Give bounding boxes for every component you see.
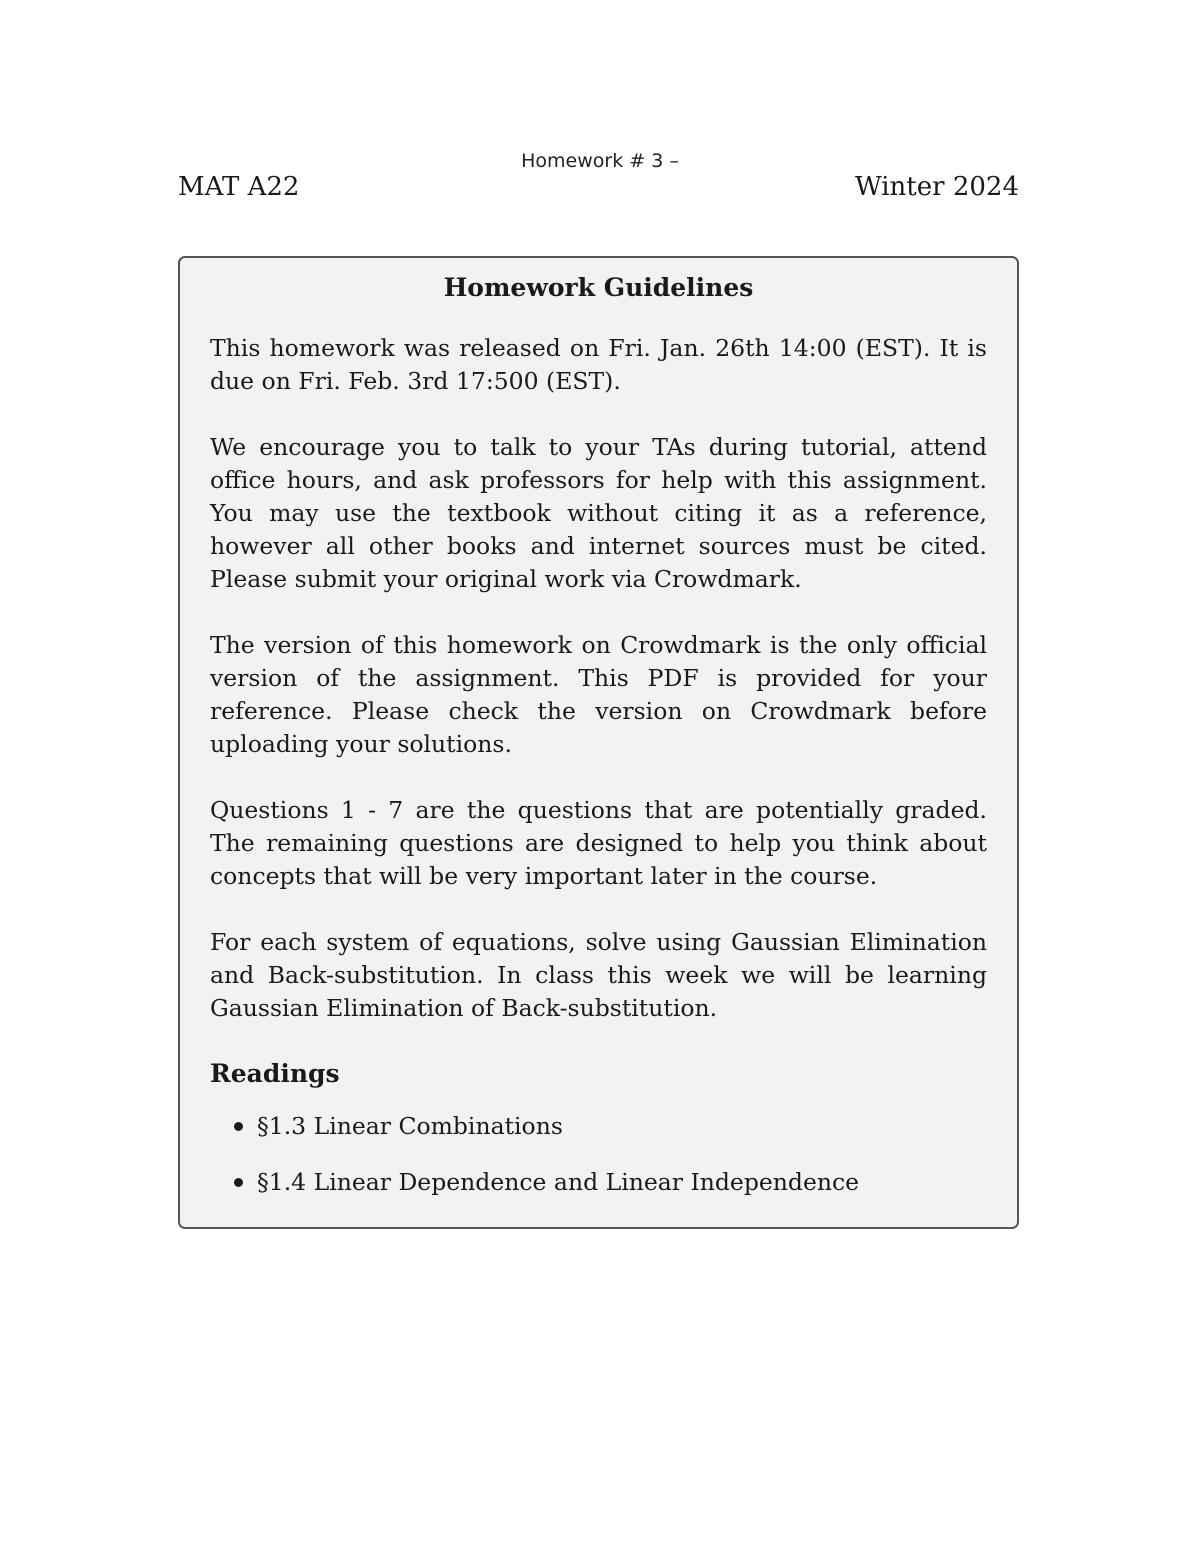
bullet-icon <box>234 1178 243 1187</box>
official-version-paragraph: The version of this homework on Crowdmark is the only official version of the assignment. This PDF is provided for your reference. Please check the version on Crowdmark before uploading your solutions. <box>210 631 987 758</box>
list-item <box>234 1166 987 1199</box>
course-code: MAT A22 <box>178 172 300 202</box>
reading-label: §1.4 Linear Dependence and Linear Independence <box>257 1168 860 1196</box>
homework-guidelines-box <box>178 256 1019 1229</box>
collaboration-paragraph: We encourage you to talk to your TAs during tutorial, attend office hours, and ask professors for help with this assignment. You may use the textbook without citing it as a reference, however all other books and internet sources must be cited. Please submit your original work via Crowdmark. <box>210 433 987 593</box>
readings-heading: Readings <box>210 1059 340 1088</box>
readings-list <box>210 1110 987 1199</box>
release-due-paragraph: This homework was released on Fri. Jan. 26th 14:00 (EST). It is due on Fri. Feb. 3rd 17:500 (EST). <box>210 334 987 395</box>
guidelines-title: Homework Guidelines <box>443 273 754 302</box>
page-header-title: Homework # 3 – <box>521 150 679 172</box>
list-item <box>234 1110 987 1143</box>
graded-questions-paragraph: Questions 1 - 7 are the questions that are potentially graded. The remaining questions are designed to help you think about concepts that will be very important later in the course. <box>210 796 987 890</box>
bullet-icon <box>234 1122 243 1131</box>
term-label: Winter 2024 <box>854 172 1019 202</box>
reading-label: §1.3 Linear Combinations <box>257 1112 563 1140</box>
method-paragraph: For each system of equations, solve using Gaussian Elimination and Back-substitution. In class this week we will be learning Gaussian Elimination of Back-substitution. <box>210 928 987 1022</box>
